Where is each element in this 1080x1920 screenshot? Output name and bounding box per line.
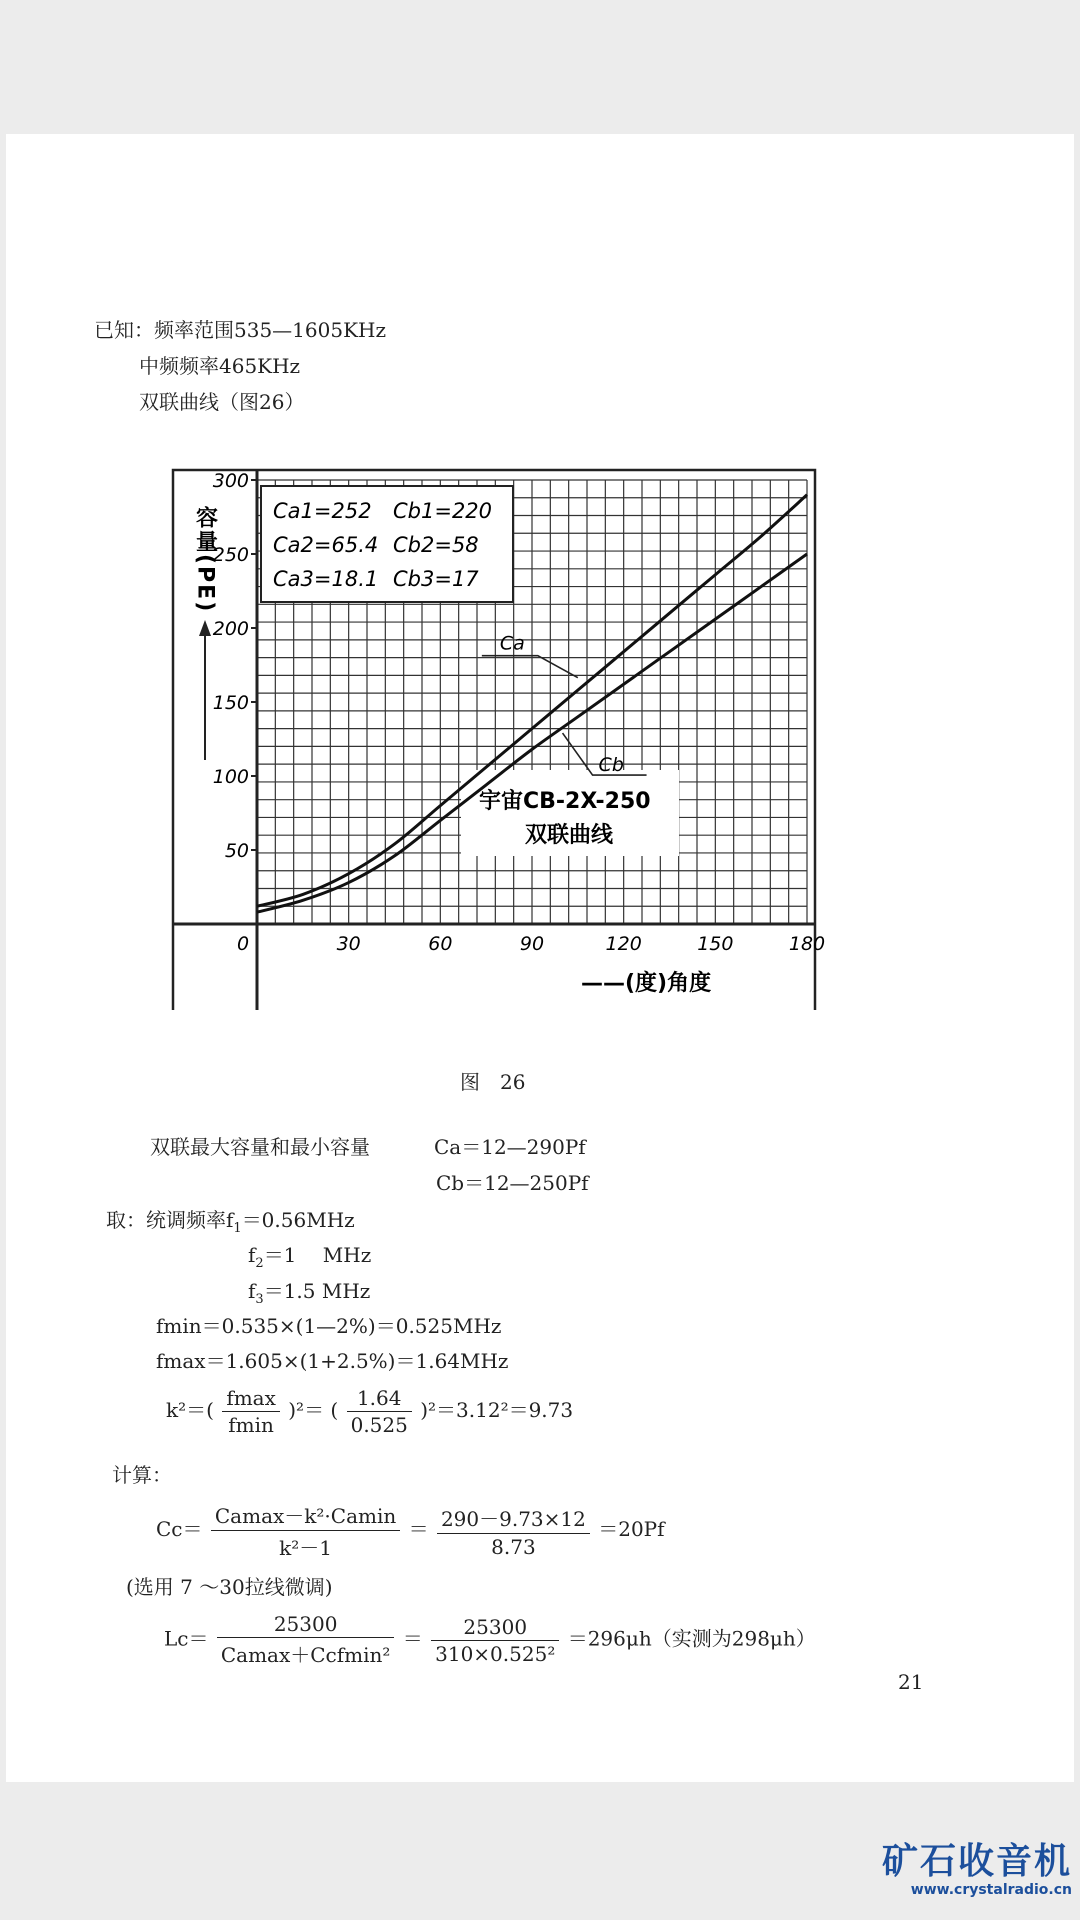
cc-formula: [156, 1500, 665, 1561]
y-tick-label: 100: [212, 766, 249, 788]
fraction-denominator: fmin: [228, 1413, 274, 1437]
fmax-formula: fmax＝1.605×(1+2.5%)＝1.64MHz: [156, 1349, 509, 1373]
k2-formula: [166, 1386, 573, 1437]
legend-cb-value: Cb2=58: [393, 533, 479, 557]
f1-subscript: 1: [233, 1221, 242, 1236]
fmin-formula: fmin＝0.535×(1—2%)＝0.525MHz: [156, 1314, 502, 1338]
fraction-lc-general: [217, 1612, 395, 1668]
f2-subscript: 2: [255, 1256, 264, 1271]
cc-lhs: Cc＝: [156, 1517, 203, 1541]
known-conditions: 已知：频率范围535—1605KHz: [94, 318, 386, 342]
f3-symbol: f: [248, 1279, 256, 1303]
y-tick-label: 150: [212, 692, 249, 714]
f2-value: ＝1 MHz: [263, 1243, 372, 1267]
curve-reference: 双联曲线（图26）: [139, 390, 305, 414]
fraction-cc-values: [437, 1503, 590, 1559]
leader-line-ca: [482, 656, 578, 678]
figure-caption: 图 26: [460, 1070, 526, 1094]
x-tick-label: 30: [336, 933, 361, 955]
k2-mid: )²＝ (: [288, 1398, 339, 1422]
fraction-numerator: 1.64: [347, 1386, 412, 1412]
legend-ca-value: Ca2=65.4: [273, 533, 379, 557]
tuning-line-3: [248, 1278, 370, 1313]
fraction-denominator: Camax＋Ccfmin²: [220, 1643, 391, 1667]
chart-title: 宇宙CB-2X-250: [479, 789, 651, 814]
legend-cb-value: Cb3=17: [393, 567, 479, 591]
legend-ca-value: Ca1=252: [273, 499, 372, 523]
fraction-fmax-fmin: [222, 1386, 280, 1437]
lc-lhs: Lc＝: [164, 1626, 209, 1651]
document-page: [6, 134, 1074, 1782]
watermark: [882, 1842, 1072, 1898]
f3-subscript: 3: [255, 1292, 264, 1307]
series-label-ca: Ca: [499, 632, 525, 655]
capacity-cb: Cb＝12—250Pf: [436, 1171, 589, 1195]
fraction-denominator: 8.73: [491, 1534, 536, 1559]
lc-equals: ＝: [402, 1626, 423, 1651]
trimmer-note: (选用 7 ～30拉线微调): [126, 1575, 333, 1599]
x-tick-label: 180: [788, 933, 826, 955]
k2-lhs: k²＝(: [166, 1398, 214, 1422]
capacity-label: 双联最大容量和最小容量: [150, 1135, 370, 1159]
x-axis-label: ——(度)角度: [581, 971, 712, 996]
watermark-url: www.crystalradio.cn: [910, 1882, 1072, 1898]
watermark-logo: 矿石收音机: [881, 1841, 1072, 1882]
fraction-cc-general: [211, 1500, 400, 1561]
fraction-denominator: 0.525: [350, 1413, 408, 1437]
x-tick-label: 150: [697, 933, 734, 955]
page-number: 21: [898, 1670, 924, 1694]
y-axis-label: 容量(PE): [192, 506, 218, 614]
cc-equals: ＝: [408, 1517, 429, 1541]
cc-rhs: ＝20Pf: [598, 1517, 665, 1541]
capacitance-chart: [161, 450, 831, 1010]
lc-rhs: ＝296μh（实测为298μh）: [567, 1626, 816, 1651]
chart-subtitle: 双联曲线: [525, 823, 614, 848]
x-tick-label: 90: [519, 933, 545, 955]
fraction-numerator: 25300: [217, 1612, 395, 1638]
x-tick-label: 120: [605, 933, 642, 955]
calc-label: 计算：: [112, 1463, 172, 1487]
tuning-line-1: [106, 1207, 355, 1242]
fraction-denominator: k²－1: [279, 1536, 332, 1560]
if-frequency: 中频频率465KHz: [139, 354, 301, 378]
legend-ca-value: Ca3=18.1: [273, 567, 379, 591]
fraction-numerator: fmax: [222, 1386, 280, 1412]
y-tick-label: 200: [212, 618, 249, 640]
fraction-denominator: 310×0.525²: [435, 1641, 556, 1666]
fraction-lc-values: [431, 1615, 559, 1666]
y-tick-label: 300: [212, 470, 249, 492]
tuning-label: 取：统调频率: [106, 1208, 226, 1232]
f3-value: ＝1.5 MHz: [263, 1279, 371, 1303]
fraction-numerator: Camax－k²·Camin: [211, 1500, 400, 1531]
x-tick-label: 0: [236, 933, 250, 955]
fraction-numerator: 290－9.73×12: [437, 1503, 590, 1534]
lc-formula: [164, 1612, 816, 1668]
f1-value: ＝0.56MHz: [241, 1208, 355, 1232]
k2-rhs: )²＝3.12²＝9.73: [420, 1398, 574, 1422]
tuning-line-2: [248, 1242, 371, 1277]
x-tick-label: 60: [428, 933, 453, 955]
legend-cb-value: Cb1=220: [393, 499, 493, 523]
series-label-cb: Cb: [598, 754, 624, 777]
f1-symbol: f: [226, 1208, 234, 1232]
y-tick-label: 250: [212, 544, 249, 566]
fraction-values: [347, 1386, 412, 1437]
y-tick-label: 50: [224, 840, 249, 862]
f2-symbol: f: [248, 1243, 256, 1267]
capacity-ca: Ca＝12—290Pf: [434, 1135, 586, 1159]
y-axis-arrowhead: [199, 620, 211, 636]
fraction-numerator: 25300: [431, 1615, 559, 1641]
